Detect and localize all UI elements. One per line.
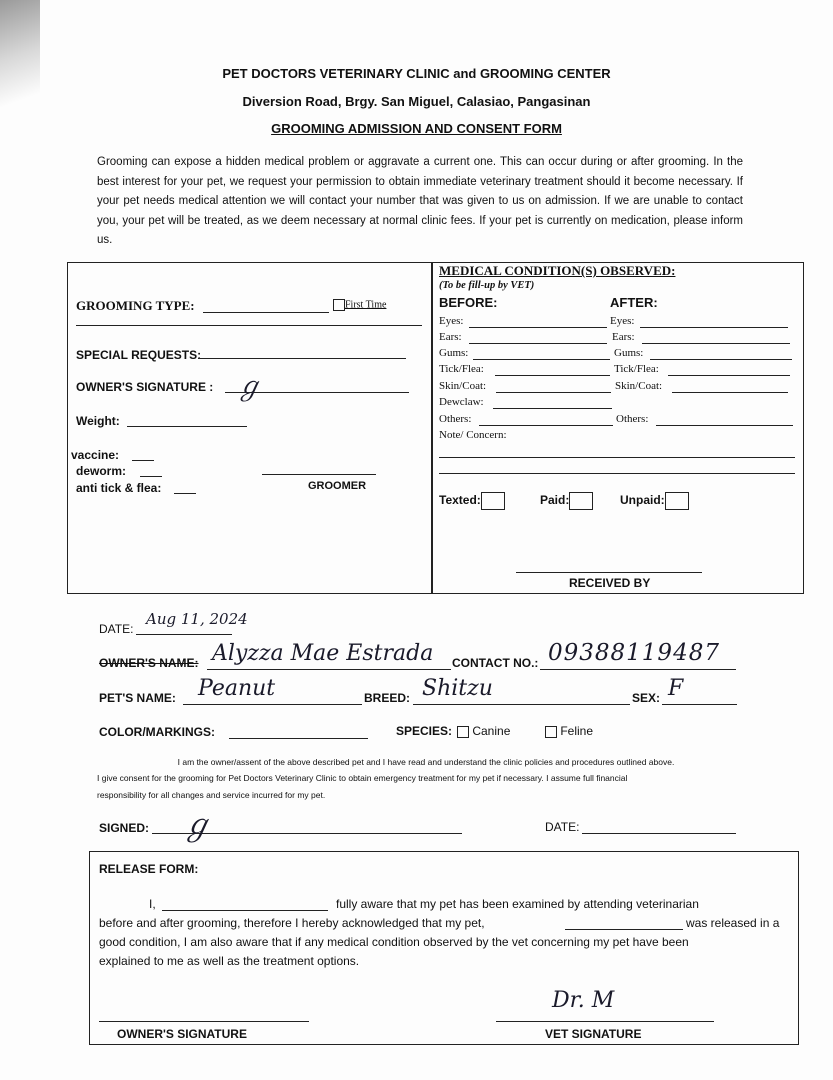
dewclaw-field[interactable]	[493, 408, 612, 409]
eyes-before-field[interactable]	[469, 327, 607, 328]
unpaid-option[interactable]	[620, 492, 689, 510]
ears-before-label: Ears:	[439, 331, 462, 343]
paid-option[interactable]	[540, 492, 593, 510]
breed-field[interactable]	[413, 704, 630, 705]
tick-after-label: Tick/Flea:	[614, 363, 659, 375]
grooming-type-field[interactable]	[203, 312, 329, 313]
note-line-1[interactable]	[439, 457, 795, 458]
before-label: BEFORE:	[439, 295, 498, 310]
note-line-2[interactable]	[439, 473, 795, 474]
consent-line-3: responsibility for all changes and service incurred for my pet.	[97, 790, 326, 800]
medical-box	[431, 262, 804, 594]
breed-label: BREED:	[364, 691, 411, 705]
release-p2b: was released in a	[686, 916, 780, 930]
ears-after-label: Ears:	[612, 331, 635, 343]
owner-name-field[interactable]	[207, 669, 451, 670]
contact-field[interactable]	[540, 669, 736, 670]
medical-title: MEDICAL CONDITION(S) OBSERVED:	[439, 263, 676, 278]
breed-value: Shitzu	[422, 676, 493, 701]
special-requests-label: SPECIAL REQUESTS:	[76, 348, 202, 362]
vet-signature-field[interactable]	[496, 1021, 714, 1022]
clinic-address: Diversion Road, Brgy. San Miguel, Calasiao, Pangasinan	[242, 94, 591, 109]
release-p1b: fully aware that my pet has been examined by attending veterinarian	[336, 897, 699, 911]
first-time-label: First Time	[345, 299, 387, 311]
contact-value: 09388119487	[548, 640, 720, 666]
paid-checkbox[interactable]	[569, 492, 593, 510]
consent-line-1: I am the owner/assent of the above described pet and I have read and understand the clinic policies and procedures outlined above.	[177, 757, 675, 767]
grooming-type-line-2	[76, 325, 422, 326]
unpaid-checkbox[interactable]	[665, 492, 689, 510]
weight-field[interactable]	[127, 426, 247, 427]
signed-scribble: ℊ	[182, 808, 212, 843]
special-requests-field[interactable]	[198, 358, 406, 359]
clinic-name: PET DOCTORS VETERINARY CLINIC and GROOMING CENTER	[222, 66, 611, 81]
vet-signature-label: VET SIGNATURE	[545, 1027, 642, 1041]
deworm-label: deworm:	[76, 464, 127, 478]
feline-checkbox[interactable]	[545, 726, 557, 738]
eyes-after-label: Eyes:	[610, 315, 635, 327]
gums-after-field[interactable]	[650, 359, 792, 360]
release-owner-signature-field[interactable]	[99, 1021, 309, 1022]
release-title: RELEASE FORM:	[99, 862, 199, 876]
release-pet-name-field[interactable]	[565, 929, 683, 930]
tick-after-field[interactable]	[668, 375, 790, 376]
signed-label: SIGNED:	[99, 821, 150, 835]
consent-date-label: DATE:	[545, 820, 580, 834]
vaccine-label: vaccine:	[71, 448, 120, 462]
release-owner-signature-label: OWNER'S SIGNATURE	[117, 1027, 247, 1041]
skin-before-field[interactable]	[496, 392, 611, 393]
pet-name-label: PET'S NAME:	[99, 691, 176, 705]
sex-field[interactable]	[662, 704, 737, 705]
canine-option[interactable]	[457, 724, 510, 738]
release-p2a: before and after grooming, therefore I hereby acknowledged that my pet,	[99, 916, 485, 930]
anti-tick-label: anti tick & flea:	[76, 481, 162, 495]
first-time-option[interactable]	[333, 299, 386, 311]
ears-after-field[interactable]	[642, 343, 790, 344]
tick-before-label: Tick/Flea:	[439, 363, 484, 375]
note-label: Note/ Concern:	[439, 429, 507, 441]
vaccine-field[interactable]	[132, 460, 154, 461]
weight-label: Weight:	[76, 414, 120, 428]
release-p1a: I,	[149, 897, 156, 911]
date-label: DATE:	[99, 622, 134, 636]
feline-option[interactable]	[545, 724, 593, 738]
date-value: Aug 11, 2024	[146, 610, 248, 628]
eyes-after-field[interactable]	[640, 327, 788, 328]
sex-label: SEX:	[632, 691, 661, 705]
groomer-signature-field[interactable]	[262, 474, 376, 475]
skin-after-label: Skin/Coat:	[615, 380, 663, 392]
ears-before-field[interactable]	[469, 343, 607, 344]
pet-name-field[interactable]	[183, 704, 362, 705]
others-before-label: Others:	[439, 413, 472, 425]
species-label: SPECIES:	[396, 724, 453, 738]
anti-tick-field[interactable]	[174, 493, 196, 494]
color-label: COLOR/MARKINGS:	[99, 725, 215, 739]
canine-checkbox[interactable]	[457, 726, 469, 738]
tick-before-field[interactable]	[495, 375, 610, 376]
vet-signature-value: Dr. M	[552, 988, 615, 1013]
owner-signature-scribble: ℊ	[236, 372, 263, 402]
others-after-label: Others:	[616, 413, 649, 425]
after-label: AFTER:	[610, 295, 658, 310]
skin-after-field[interactable]	[672, 392, 788, 393]
form-title: GROOMING ADMISSION AND CONSENT FORM	[271, 121, 562, 136]
first-time-checkbox[interactable]	[333, 299, 345, 311]
gums-after-label: Gums:	[614, 347, 644, 359]
sex-value: F	[668, 676, 684, 701]
received-by-label: RECEIVED BY	[569, 576, 651, 590]
feline-label: Feline	[560, 724, 594, 738]
pet-name-value: Peanut	[198, 676, 276, 701]
owner-name-value: Alyzza Mae Estrada	[212, 641, 434, 666]
consent-date-field[interactable]	[582, 833, 736, 834]
gums-before-field[interactable]	[473, 359, 610, 360]
grooming-type-label: GROOMING TYPE:	[76, 298, 195, 313]
groomer-label: GROOMER	[308, 480, 367, 492]
texted-checkbox[interactable]	[481, 492, 505, 510]
texted-option[interactable]	[439, 492, 505, 510]
others-before-field[interactable]	[479, 425, 613, 426]
eyes-before-label: Eyes:	[439, 315, 464, 327]
owner-signature-label: OWNER'S SIGNATURE :	[76, 380, 214, 394]
date-field[interactable]	[136, 634, 232, 635]
paid-label: Paid:	[540, 493, 570, 508]
dewclaw-label: Dewclaw:	[439, 396, 484, 408]
color-field[interactable]	[229, 738, 368, 739]
gums-before-label: Gums:	[439, 347, 469, 359]
others-after-field[interactable]	[656, 425, 793, 426]
consent-line-2: I give consent for the grooming for Pet Doctors Veterinary Clinic to obtain emergency treatment for my pet if necessary. I assume full financial	[97, 773, 628, 783]
intro-paragraph: Grooming can expose a hidden medical problem or aggravate a current one. This can occur during or after grooming. In the best interest for your pet, we request your permission to obtain immediate veterinary treatment should it become necessary. If your pet needs medical attention we will contact your number that was given to us on admission. If we are unable to contact you, your pet will be treated, as we deem necessary at normal clinic fees. If your pet is currently on medication, please inform us.	[97, 156, 743, 246]
medical-subtitle: (To be fill-up by VET)	[439, 280, 535, 291]
release-owner-name-field[interactable]	[162, 910, 328, 911]
contact-label: CONTACT NO.:	[452, 656, 539, 670]
received-by-field[interactable]	[516, 572, 702, 573]
texted-label: Texted:	[439, 493, 481, 508]
release-p3: good condition, I am also aware that if any medical condition observed by the vet concerning my pet have been	[99, 935, 689, 949]
skin-before-label: Skin/Coat:	[439, 380, 487, 392]
deworm-field[interactable]	[140, 476, 162, 477]
canine-label: Canine	[472, 724, 511, 738]
owner-name-label: OWNER'S NAME:	[99, 656, 199, 670]
unpaid-label: Unpaid:	[620, 493, 665, 508]
release-p4: explained to me as well as the treatment options.	[99, 954, 360, 968]
